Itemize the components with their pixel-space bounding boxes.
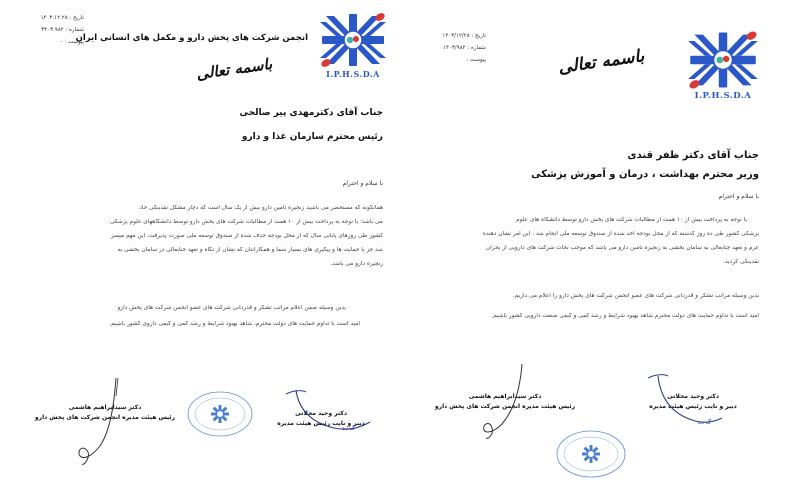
- letter-closing: [419, 293, 759, 329]
- letter-meta: [422, 30, 486, 66]
- body-line: کشور طی روزهای پایانی سال که از محل بودجه حذف شده از صندوق توسعه ملی صورت پذیرفت، این مهم میسر: [110, 233, 383, 239]
- logo-caption: I.P.H.S.D.A: [694, 91, 752, 101]
- meta-attachment-label: پیوست :: [64, 39, 84, 45]
- invocation-calligraphy: باسمه تعالی: [557, 46, 646, 78]
- body-line: نقدینگی گردید.: [723, 259, 759, 265]
- body-line: عزم و تعهد جنابعالی به سامان بخشی به زنجیره تامین دارو می باشد که موجب نجات شرکت های دارویی از بحران: [486, 245, 759, 251]
- letter-closing: [40, 305, 360, 337]
- meta-date-label: تاریخ :: [69, 15, 84, 21]
- addressee: [239, 108, 383, 142]
- iphsda-logo-icon: [318, 12, 388, 68]
- closing-line: امید است با تداوم حمایت های دولت محترم، شاهد بهبود شرایط و رشد کمی و کیفی داروی کشور باشیم.: [109, 321, 360, 327]
- meta-number: [422, 42, 486, 54]
- meta-date-label: تاریخ :: [471, 33, 486, 39]
- letter-body: [53, 205, 383, 275]
- signature-block-mahallati: [266, 410, 376, 427]
- svg-text:گ ده: گ ده: [342, 425, 356, 432]
- organization-stamp-icon: [555, 428, 627, 480]
- signatory-name: دکتر وحید محلاتی: [667, 393, 719, 400]
- signatory-name: دکتر وحید محلاتی: [295, 410, 347, 417]
- addressee-name: جناب آقای دکتر ظفر قندی: [627, 150, 759, 161]
- letter-body: [419, 217, 759, 273]
- signatory-title: رئیس هیئت مدیره انجمن شرکت های پخش دارو: [434, 403, 576, 410]
- signatory-title: رئیس هیئت مدیره انجمن شرکت های پخش دارو: [34, 414, 176, 421]
- signature-scribble-icon: [70, 376, 130, 468]
- meta-attachment: [422, 54, 486, 66]
- meta-attachment-label: پیوست :: [466, 57, 486, 63]
- addressee: [531, 150, 759, 180]
- iphsda-logo-icon: [686, 30, 760, 90]
- meta-attachment-value: -: [60, 39, 63, 45]
- signatory-name: دکتر سیدابراهیم هاشمی: [468, 393, 542, 400]
- greeting: با سلام و احترام: [718, 193, 759, 200]
- signature-block-hashemi: [430, 393, 580, 410]
- meta-number-value: ۳۴۰۳.۹۸۲: [41, 27, 64, 33]
- addressee-name: جناب آقای دکترمهدی پیر صالحی: [239, 108, 383, 118]
- meta-number-value: ۱۴۰۳/۹۸۲: [443, 45, 466, 51]
- body-line: می باشد؛ با توجه به پرداخت بیش از ۱۰ همت از مطالبات شرکت های پخش دارو توسط دانشگاههای علوم پزشکی: [109, 219, 383, 225]
- body-line: شد جز با حمایت ها و پیگیری های بسیار شما و همکارانتان که نشان از نگاه و تعهد جنابعالی در سامان بخشی به: [117, 247, 383, 253]
- meta-number-label: شماره :: [65, 27, 84, 33]
- logo-caption: I.P.H.S.D.A: [326, 69, 380, 79]
- signatory-title: دبیر و نایب رئیس هیئت مدیره: [277, 420, 365, 427]
- greeting: با سلام و احترام: [342, 180, 383, 187]
- meta-date-value: ۱۴۰۳.۱۲.۲۸: [40, 15, 68, 21]
- iphsda-logo: [686, 30, 760, 101]
- body-line: همانگونه که مستحضر می باشید زنجیره تامین دارو بیش از یک سال است که دچار مشکل نقدینگی حاد: [139, 205, 383, 211]
- closing-line: بدین وسیله ضمن اعلام مراتب تشکر و قدردانی شرکت های عضو انجمن شرکت های پخش دارو: [117, 305, 346, 311]
- meta-date: [422, 30, 486, 42]
- svg-text:گ ده: گ ده: [698, 419, 712, 426]
- body-line: با توجه به پرداخت بیش از ۱۰ همت از مطالبات شرکت های پخش دارو توسط دانشگاه های علوم: [516, 217, 747, 223]
- signature-block-hashemi: [30, 404, 180, 421]
- meta-date-value: ۱۴۰۳/۱۲/۲۸: [442, 33, 470, 39]
- body-line: پزشکی کشور طی ده روز گذشته که از محل بودجه اخذ شده از صندوق توسعه ملی انجام شد ، این امر نشان دهنده: [482, 231, 759, 237]
- addressee-title: وزیر محترم بهداشت ، درمان و آموزش پزشکی: [531, 169, 759, 180]
- letter-health-minister: [400, 0, 789, 500]
- signatory-title: دبیر و نایب رئیس هیئت مدیره: [649, 403, 737, 410]
- organization-stamp-icon: [186, 390, 254, 438]
- signature-block-mahallati: [638, 393, 748, 410]
- meta-number-label: شماره :: [467, 45, 486, 51]
- closing-line: امید است با تداوم حمایت های دولت محترم شاهد بهبود شرایط و رشد کمی و کیفی صنعت دارویی کشور باشیم.: [491, 313, 759, 319]
- addressee-title: رئیس محترم سازمان غذا و دارو: [241, 132, 383, 142]
- iphsda-logo: [318, 12, 388, 79]
- body-line: زنجیره دارو می باشد.: [330, 261, 383, 267]
- meta-date: [22, 12, 84, 24]
- org-title: انجمن شرکت های پخش دارو و مکمل های انسانی ایران: [75, 33, 308, 43]
- closing-line: بدین وسیله مراتب تشکر و قدردانی شرکت های عضو انجمن شرکت های پخش دارو را اعلام می داریم.: [512, 293, 759, 299]
- signatory-name: دکتر سیدابراهیم هاشمی: [68, 404, 142, 411]
- invocation-calligraphy: باسمه تعالی: [195, 54, 274, 84]
